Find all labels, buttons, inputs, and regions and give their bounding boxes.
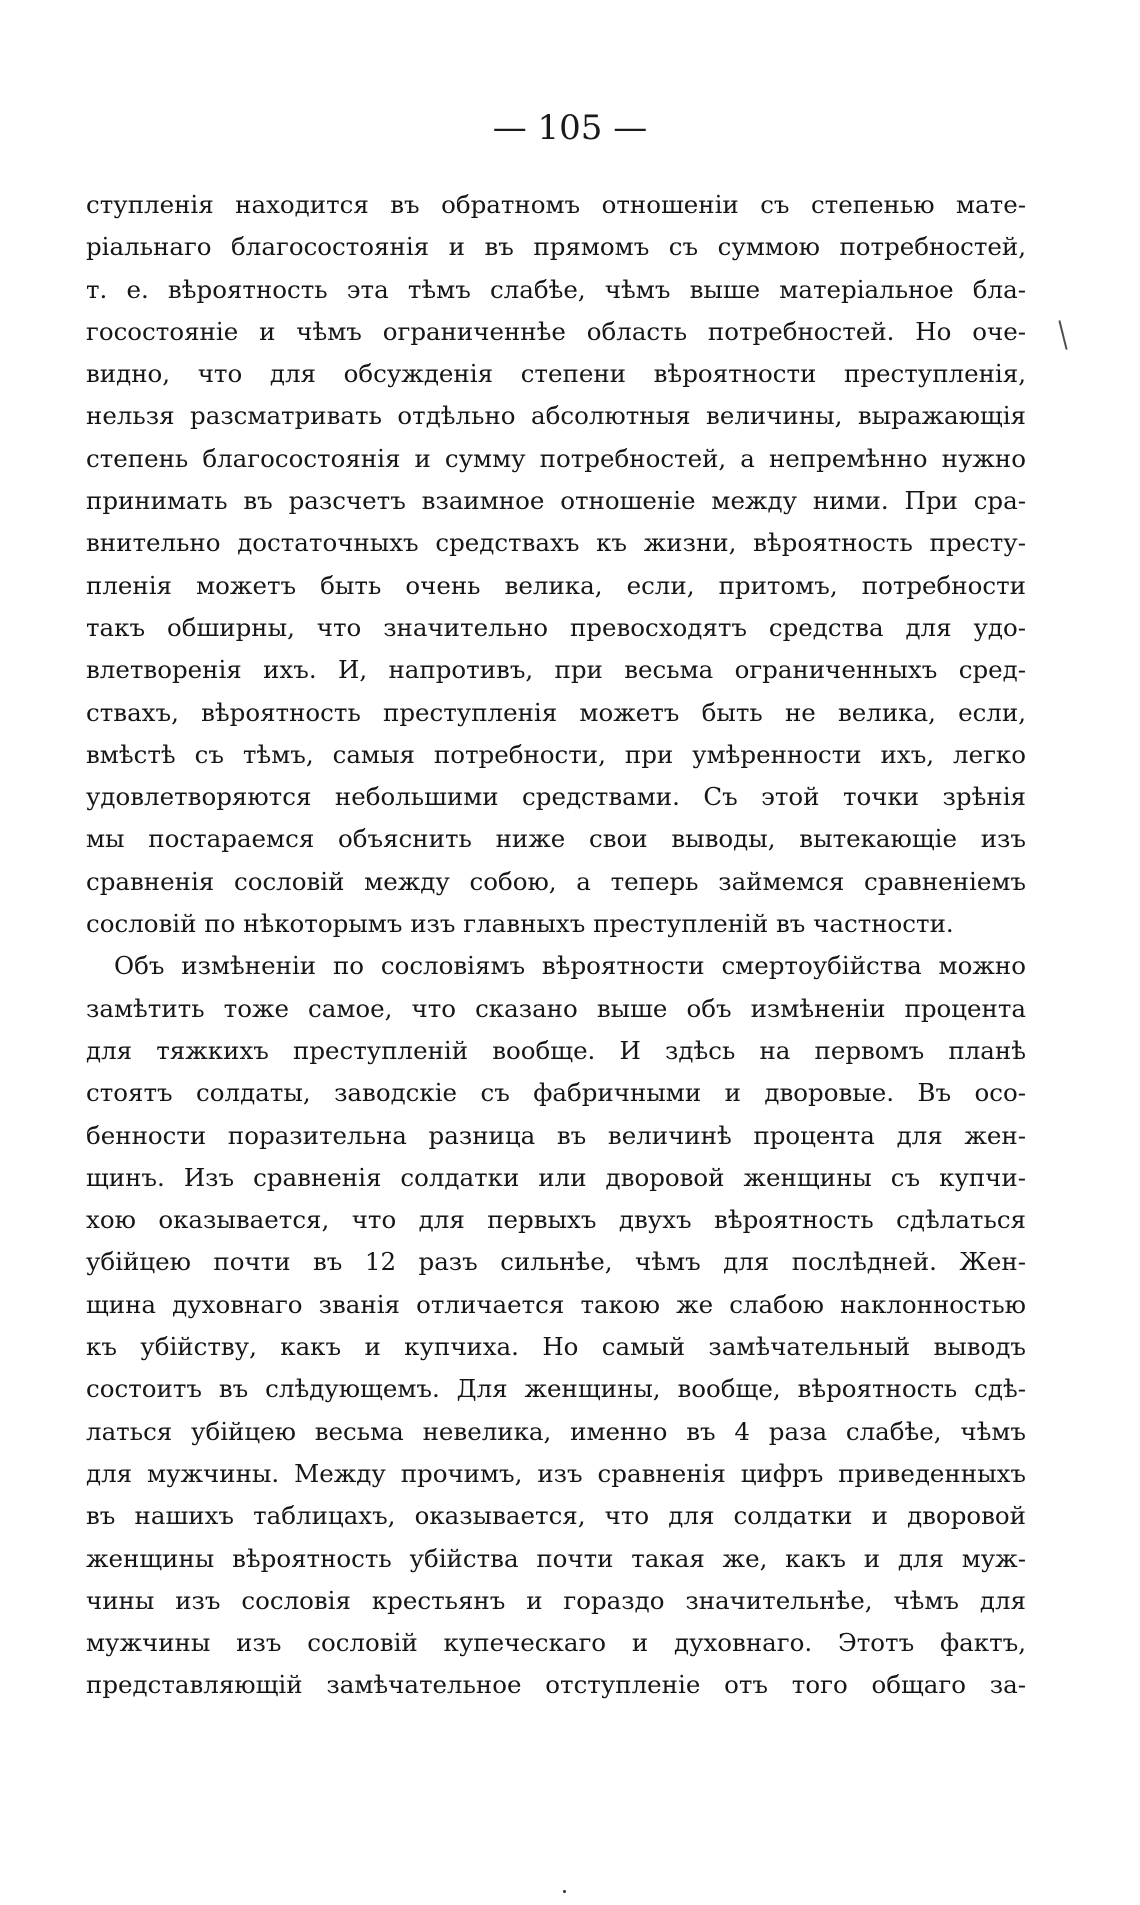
- ink-speck: [563, 1890, 566, 1893]
- body-text: [86, 184, 1026, 1707]
- text-line: влетворенія ихъ. И, напротивъ, при весьма ограниченныхъ сред-: [86, 655, 1026, 685]
- text-line: стоятъ солдаты, заводскіе съ фабричными и дворовые. Въ осо-: [86, 1078, 1026, 1108]
- text-line: для мужчины. Между прочимъ, изъ сравненія цифръ приведенныхъ: [86, 1458, 1026, 1488]
- text-line: вмѣстѣ съ тѣмъ, самыя потребности, при умѣренности ихъ, легко: [86, 739, 1026, 769]
- text-line: сословій по нѣкоторымъ изъ главныхъ преступленій въ частности.: [86, 909, 954, 939]
- text-line: состоитъ въ слѣдующемъ. Для женщины, вообще, вѣроятность сдѣ-: [86, 1374, 1026, 1404]
- text-line: щина духовнаго званія отличается такою же слабою наклонностью: [86, 1289, 1026, 1319]
- text-line: нельзя разсматривать отдѣльно абсолютныя величины, выражающія: [86, 401, 1026, 431]
- text-line: видно, что для обсужденія степени вѣроятности преступленія,: [86, 359, 1026, 389]
- text-line: представляющій замѣчательное отступленіе отъ того общаго за-: [86, 1670, 1026, 1700]
- margin-pencil-mark: [1058, 320, 1067, 350]
- text-line: замѣтить тоже самое, что сказано выше объ измѣненіи процента: [86, 993, 1026, 1023]
- text-line: степень благосостоянія и сумму потребностей, а непремѣнно нужно: [86, 443, 1026, 473]
- text-line: щинъ. Изъ сравненія солдатки или дворовой женщины съ купчи-: [86, 1162, 1026, 1192]
- text-line: женщины вѣроятность убійства почти такая же, какъ и для муж-: [86, 1543, 1026, 1573]
- text-line: мужчины изъ сословій купеческаго и духовнаго. Этотъ фактъ,: [86, 1628, 1026, 1658]
- text-line: латься убійцею весьма невелика, именно въ 4 раза слабѣе, чѣмъ: [86, 1416, 1026, 1446]
- text-line: принимать въ разсчетъ взаимное отношеніе между ними. При сра-: [86, 486, 1026, 516]
- text-line: мы постараемся объяснить ниже свои выводы, вытекающіе изъ: [86, 824, 1026, 854]
- text-line: пленія можетъ быть очень велика, если, притомъ, потребности: [86, 570, 1026, 600]
- text-line: т. е. вѣроятность эта тѣмъ слабѣе, чѣмъ выше матеріальное бла-: [86, 274, 1026, 304]
- text-line: чины изъ сословія крестьянъ и гораздо значительнѣе, чѣмъ для: [86, 1585, 1026, 1615]
- text-line: для тяжкихъ преступленій вообще. И здѣсь на первомъ планѣ: [86, 1035, 1026, 1065]
- text-line: госостояніе и чѣмъ ограниченнѣе область потребностей. Но оче-: [86, 316, 1026, 346]
- text-line: ступленія находится въ обратномъ отношеніи съ степенью мате-: [86, 190, 1026, 219]
- text-line: удовлетворяются небольшими средствами. Съ этой точки зрѣнія: [86, 782, 1026, 812]
- text-line: хою оказывается, что для первыхъ двухъ вѣроятность сдѣлаться: [86, 1205, 1026, 1235]
- text-line: внительно достаточныхъ средствахъ къ жизни, вѣроятность престу-: [86, 528, 1026, 558]
- text-line: Объ измѣненіи по сословіямъ вѣроятности смертоубійства можно: [114, 951, 1026, 981]
- text-line: сравненія сословій между собою, а теперь займемся сравненіемъ: [86, 866, 1026, 896]
- text-line: такъ обширны, что значительно превосходятъ средства для удо-: [86, 612, 1026, 642]
- text-line: убійцею почти въ 12 разъ сильнѣе, чѣмъ для послѣдней. Жен-: [86, 1247, 1026, 1277]
- page-number: — 105 —: [492, 108, 648, 148]
- text-line: къ убійству, какъ и купчиха. Но самый замѣчательный выводъ: [86, 1332, 1026, 1362]
- text-line: ріальнаго благосостоянія и въ прямомъ съ суммою потребностей,: [86, 232, 1026, 262]
- text-line: въ нашихъ таблицахъ, оказывается, что для солдатки и дворовой: [86, 1501, 1026, 1531]
- text-line: бенности поразительна разница въ величинѣ процента для жен-: [86, 1120, 1026, 1150]
- text-line: ствахъ, вѣроятность преступленія можетъ быть не велика, если,: [86, 697, 1026, 727]
